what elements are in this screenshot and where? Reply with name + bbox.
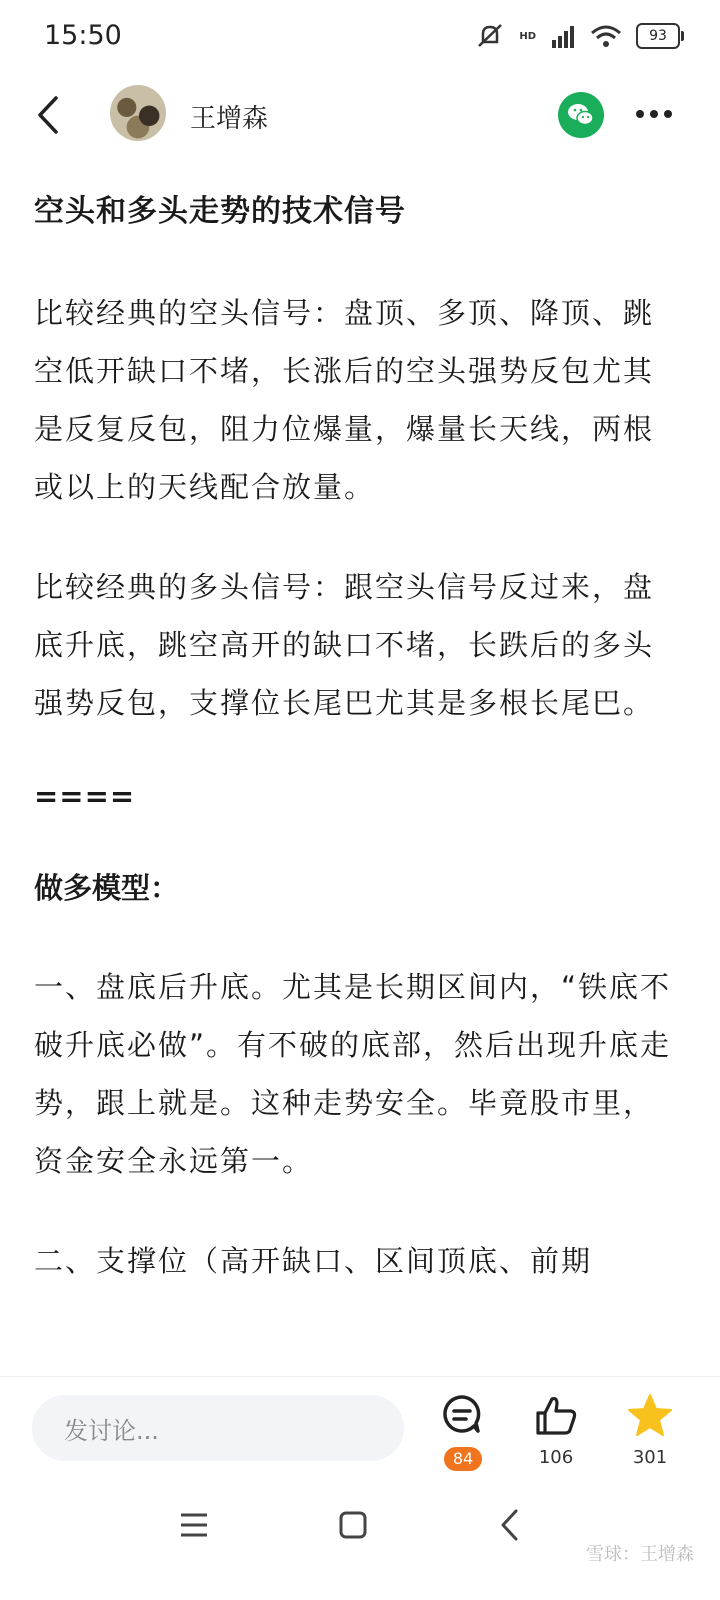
article-paragraph: 二、支撑位（高开缺口、区间顶底、前期 (34, 1244, 593, 1278)
thumbs-up-icon (516, 1391, 596, 1443)
star-icon (610, 1391, 690, 1443)
article-paragraph: 一、盘底后升底。尤其是长期区间内，“铁底不破升底必做”。有不破的底部，然后出现升底走势，跟上就是。这种走势安全。毕竟股市里，资金安全永远第一。 (34, 970, 672, 1178)
author-avatar[interactable] (110, 85, 166, 141)
status-icons (475, 22, 680, 50)
more-icon (632, 102, 676, 126)
wechat-icon (558, 92, 604, 138)
favorites-count: 301 (632, 1447, 668, 1468)
home-icon[interactable] (338, 1510, 368, 1540)
article-paragraph: 比较经典的多头信号：跟空头信号反过来，盘底升底，跳空高开的缺口不堵，长跌后的多头强势反包，支撑位长尾巴尤其是多根长尾巴。 (34, 570, 655, 720)
wechat-share-button[interactable] (558, 92, 604, 138)
wifi-icon (590, 24, 622, 48)
watermark-text: 雪球：王增森 (586, 1544, 694, 1565)
author-name[interactable]: 王增森 (190, 104, 269, 134)
likes-count: 106 (538, 1447, 574, 1468)
like-button[interactable] (516, 1391, 596, 1471)
system-nav-bar (0, 1480, 720, 1600)
comment-icon (422, 1391, 502, 1443)
status-time: 15:50 (44, 20, 122, 51)
top-header (0, 80, 720, 150)
favorite-button[interactable] (610, 1391, 690, 1471)
back-button[interactable] (30, 92, 70, 138)
comment-placeholder: 发讨论... (64, 1417, 159, 1445)
section-heading: 做多模型： (34, 871, 180, 905)
menu-icon[interactable] (178, 1512, 210, 1538)
comments-button[interactable] (422, 1391, 502, 1471)
signal-icon (550, 24, 576, 48)
back-arrow-icon (30, 92, 70, 138)
text-divider: ==== (34, 779, 136, 813)
comment-bar (0, 1376, 720, 1479)
battery-indicator: 93 (636, 23, 680, 49)
comments-count-badge: 84 (444, 1447, 482, 1471)
more-options-button[interactable] (632, 102, 676, 126)
back-nav-icon[interactable] (498, 1508, 522, 1542)
article-paragraph: 比较经典的空头信号：盘顶、多顶、降顶、跳空低开缺口不堵，长涨后的空头强势反包尤其是反复反包，阻力位爆量，爆量长天线，两根或以上的天线配合放量。 (34, 296, 655, 504)
comment-input[interactable] (32, 1395, 404, 1461)
article-title: 空头和多头走势的技术信号 (34, 194, 406, 229)
article-body (34, 190, 684, 1332)
mute-icon (475, 22, 505, 50)
network-type-label: HD (519, 30, 536, 42)
status-bar (0, 0, 720, 76)
